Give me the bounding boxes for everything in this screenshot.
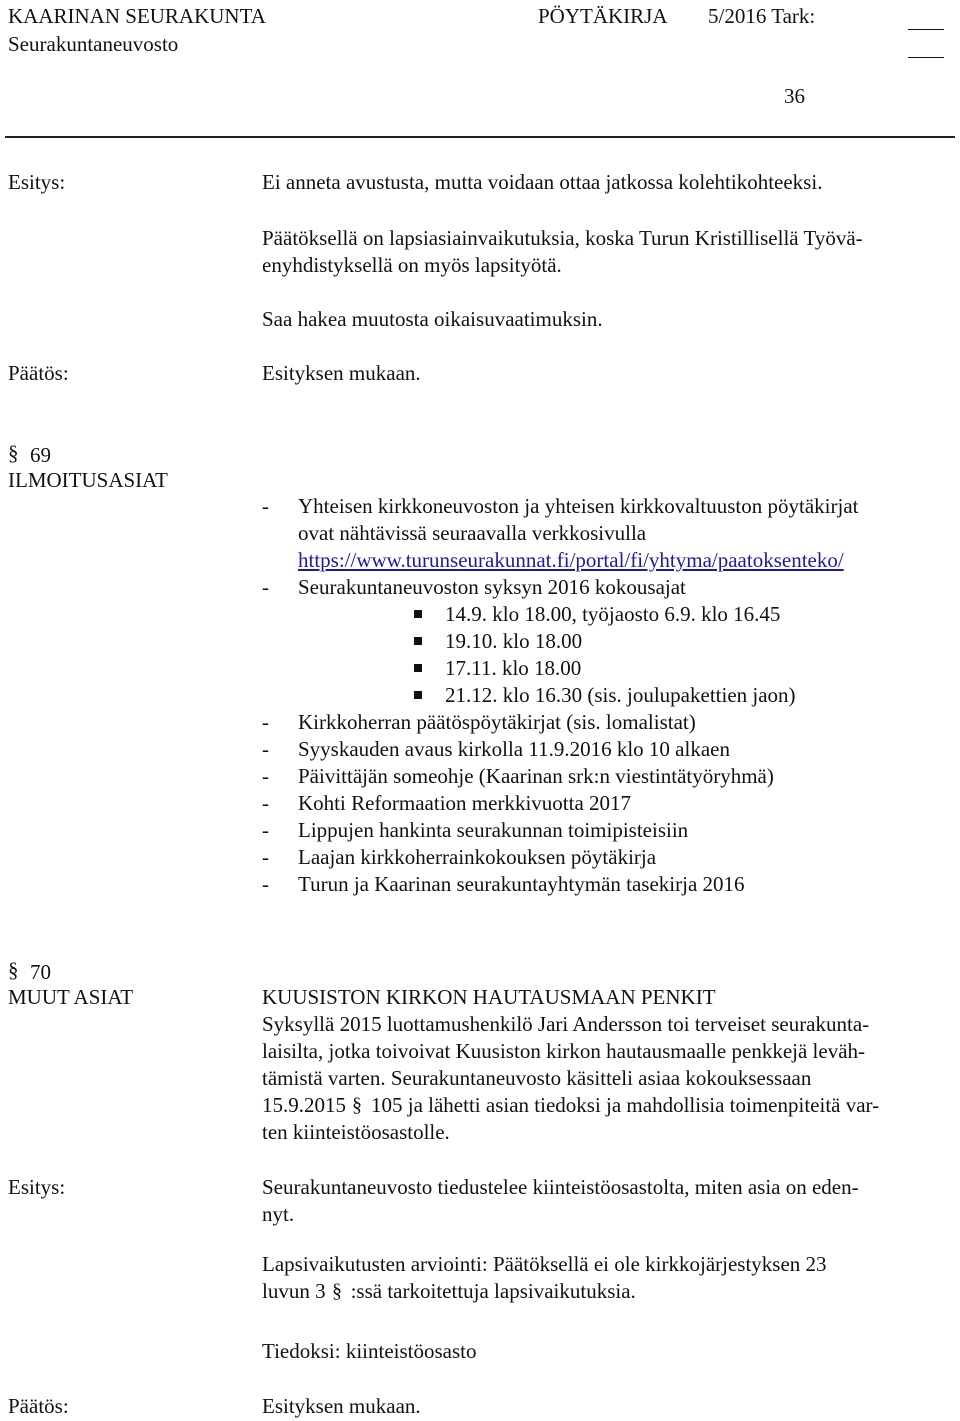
paatos-text: Esityksen mukaan. xyxy=(262,1394,421,1418)
svg-text:§: § xyxy=(8,960,19,982)
list-item: - Turun ja Kaarinan seurakuntayhtymän tasekirja 2016 xyxy=(262,872,745,896)
section-sign-icon xyxy=(352,1095,365,1115)
section-sign-icon xyxy=(8,960,22,982)
lapsivaikutukset-line2: luvun 3 § :ssä tarkoitettuja lapsivaikutuksia. xyxy=(262,1279,636,1303)
tiedoksi-text: Tiedoksi: kiinteistöosasto xyxy=(262,1339,477,1363)
esitys-text: Ei anneta avustusta, mutta voidaan ottaa jatkossa kolehtikohteeksi. xyxy=(262,170,823,194)
list-item: - Kohti Reformaation merkkivuotta 2017 xyxy=(262,791,632,815)
svg-text:§: § xyxy=(352,1095,362,1115)
date-item: 17.11. klo 18.00 xyxy=(414,655,952,682)
square-bullet-icon xyxy=(414,664,422,672)
square-bullet-icon xyxy=(414,691,422,699)
paatos-text: Esityksen mukaan. xyxy=(262,361,421,385)
section-69-number: § 69 xyxy=(8,443,51,467)
list-item: - Laajan kirkkoherrainkokouksen pöytäkirja xyxy=(262,845,657,869)
date-item: 21.12. klo 16.30 (sis. joulupakettien jaon) xyxy=(414,682,952,709)
header-org: KAARINAN SEURAKUNTA xyxy=(8,4,266,28)
date-item: 19.10. klo 18.00 xyxy=(414,628,952,655)
esitys-label: Esitys: xyxy=(8,170,66,194)
lapsi-text-line1: Päätöksellä on lapsiasiainvaikutuksia, koska Turun Kristillisellä Työvä- xyxy=(262,226,863,250)
section-70-number: § 70 xyxy=(8,960,51,984)
header-number: 5/2016 Tark: xyxy=(708,4,816,28)
section-70-title: MUUT ASIAT xyxy=(8,985,134,1009)
square-bullet-icon xyxy=(414,637,422,645)
list-item-continuation: ovat nähtävissä seuraavalla verkkosivulla xyxy=(298,521,647,545)
paatos-label: Päätös: xyxy=(8,1394,69,1418)
header-doc-type: PÖYTÄKIRJA xyxy=(538,4,668,28)
header-blank-2 xyxy=(908,31,944,58)
header-blank-1 xyxy=(908,3,944,30)
section-sign-icon xyxy=(332,1281,345,1301)
paatos-label: Päätös: xyxy=(8,361,69,385)
list-item: - Kirkkoherran päätöspöytäkirjat (sis. lomalistat) xyxy=(262,710,696,734)
svg-text:§: § xyxy=(331,1281,342,1301)
esitys-text-line1: Seurakuntaneuvosto tiedustelee kiinteistöosastolta, miten asia on eden- xyxy=(262,1175,859,1199)
list-item: - Lippujen hankinta seurakunnan toimipisteisiin xyxy=(262,818,689,842)
list-item: - Seurakuntaneuvoston syksyn 2016 kokousajat xyxy=(262,575,686,599)
page-number: 36 xyxy=(784,84,805,108)
header-body: Seurakuntaneuvosto xyxy=(8,32,179,56)
lapsivaikutukset-line1: Lapsivaikutusten arviointi: Päätöksellä ei ole kirkkojärjestyksen 23 xyxy=(262,1252,827,1276)
date-item: 14.9. klo 18.00, työjaosto 6.9. klo 16.45 xyxy=(414,601,952,628)
esitys-text-line2: nyt. xyxy=(262,1202,295,1226)
lapsi-text-line2: enyhdistyksellä on myös lapsityötä. xyxy=(262,253,562,277)
esitys-label: Esitys: xyxy=(8,1175,66,1199)
list-item: - Päivittäjän someohje (Kaarinan srk:n viestintätyöryhmä) xyxy=(262,764,774,788)
svg-text:§: § xyxy=(8,443,19,465)
list-item: - Yhteisen kirkkoneuvoston ja yhteisen kirkkovaltuuston pöytäkirjat xyxy=(262,494,859,518)
list-item: - Syyskauden avaus kirkolla 11.9.2016 klo 10 alkaen xyxy=(262,737,730,761)
muutoksenhaku-text: Saa hakea muutosta oikaisuvaatimuksin. xyxy=(262,307,603,331)
ilmoitusasiat-list xyxy=(262,493,952,898)
section-70-heading: KUUSISTON KIRKON HAUTAUSMAAN PENKIT xyxy=(262,985,716,1009)
section-70-body: Syksyllä 2015 luottamushenkilö Jari Andersson toi terveiset seurakunta- laisilta, jotka toivoivat Kuusiston kirkon hautausmaalle penkkejä leväh- tämistä varten. Seurakuntaneuvosto käsitteli asiaa kokouksessaan 15.9.2015 § 105 ja lähetti asian tiedoksi ja mahdollisia toimenpiteitä var- ten kiinteistöosastolle. xyxy=(262,1012,880,1144)
list-item-link-row xyxy=(262,547,952,574)
section-69-title: ILMOITUSASIAT xyxy=(8,468,168,492)
square-bullet-icon xyxy=(414,610,422,618)
section-sign-icon xyxy=(8,443,22,465)
yhtyma-paatoksenteko-link[interactable]: https://www.turunseurakunnat.fi/portal/fi/yhtyma/paatoksenteko/ xyxy=(298,548,844,572)
header-rule xyxy=(5,136,955,138)
